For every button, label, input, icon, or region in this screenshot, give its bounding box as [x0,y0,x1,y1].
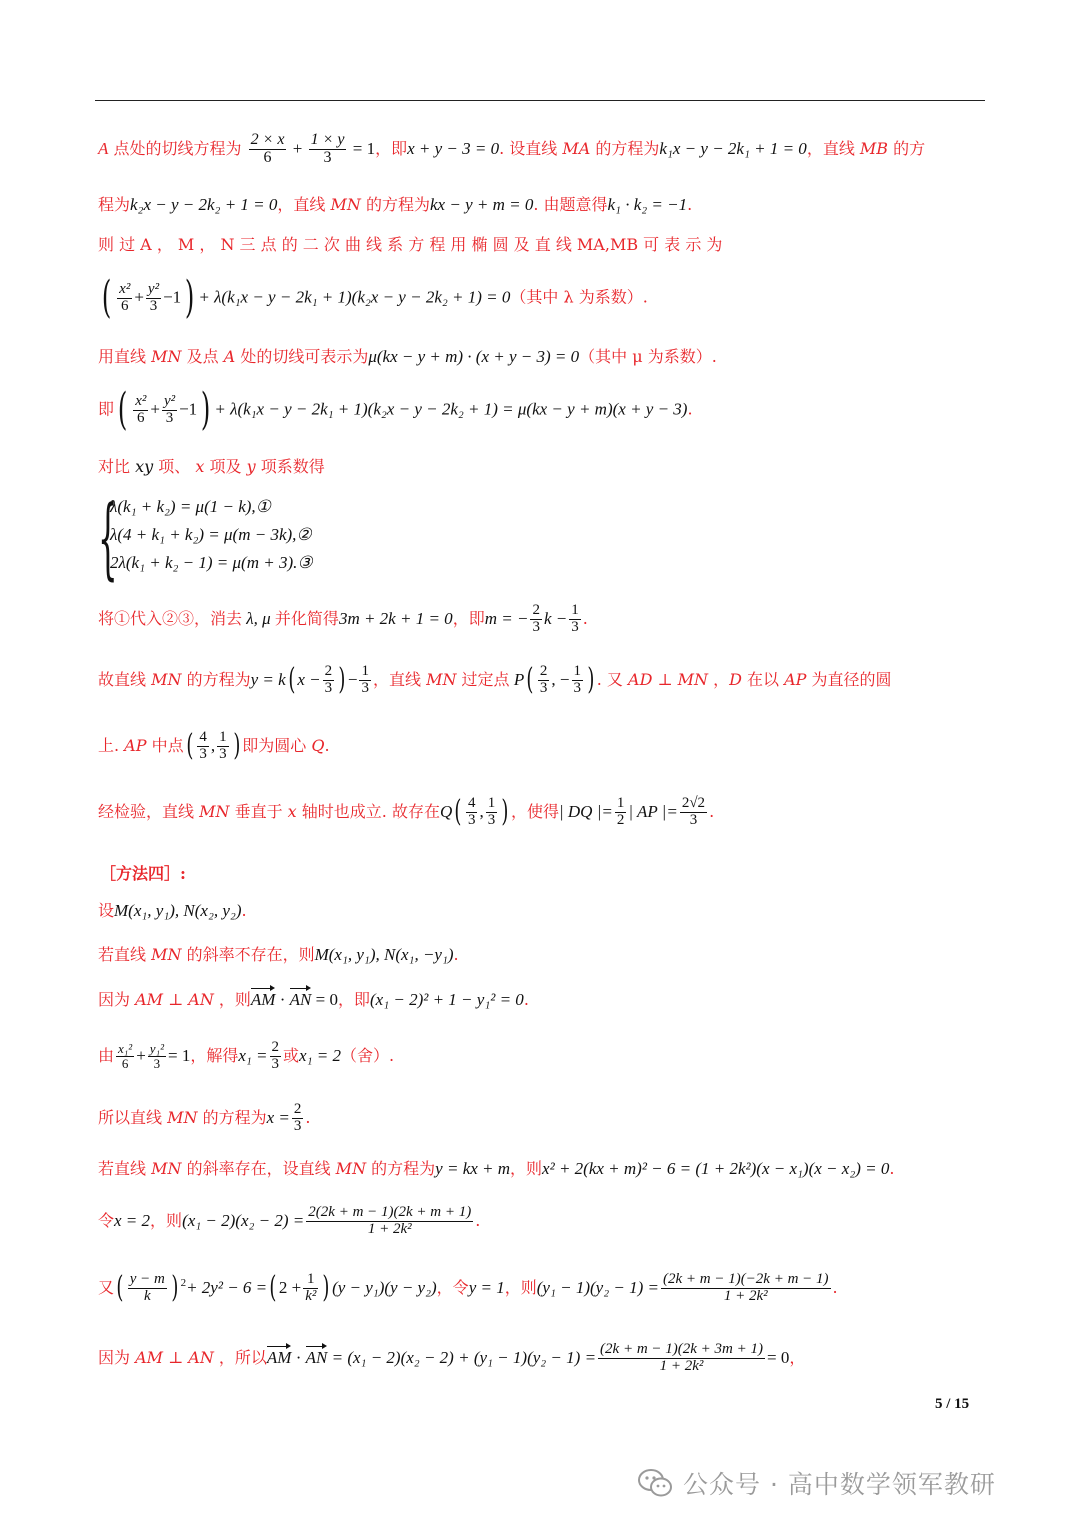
line-dot-product-zero: 因为 AM ⊥ AN ，所以AM · AN = (x₁ − 2)(x₂ − 2) + (y₁ − 1)(y₂ − 1) = $\frac{(2k + m - 1)(2k + 3m + 1)}{\text{1 + 2k²}}$ = 0， [98,1341,806,1374]
line-line-equations: 程为k₂x − y − 2k₂ + 1 = 0，直线 MN 的方程为kx − y + m = 0. 由题意得k₁ · k₂ = −1. [98,195,693,214]
system-equation-2: λ(4 + k₁ + k₂) = μ(m − 3k),② [110,525,312,544]
line-vertical-mn: 所以直线 MN 的方程为x = $\frac{2}{3}$ . [98,1101,311,1134]
watermark-text: 公众号 · 高中数学领军教研 [683,1470,996,1499]
line-tangent-combination: 用直线 MN 及点 A 处的切线可表示为μ(kx − y + m) · (x + y − 3) = 0（其中 μ 为系数）. [98,347,717,366]
line-set-y-1: 又( $\frac{y - m}{k}$ ) $^2$+ 2y² − 6 =( 2 + $\frac{1}{\text{k²}}$ ) (y − y₁)(y − y₂)，令y = 1，则(y₁ − 1)(y₂ − 1) = $\frac{(2k + m - 1)(-2k + m - 1)}{\text{1 + 2k²}}$ . [98,1270,838,1306]
line-curve-system-formula: ( $\frac{\text{x²}}{6}$ + $\frac{\text{y²}}{3}$ −1) + λ(k₁x − y − 2k₁ + 1)(k₂x − y − 2k₂ + 1) = 0（其中 λ 为系数）. [101,272,648,323]
line-tangent-equation: A 点处的切线方程为 $\frac{2 \times x}{6}$ + $\frac{1 \times y}{3}$ = 1，即x + y − 3 = 0. 设直线 MA 的方程为k₁x − y − 2k₁ + 1 = 0，直线 MB 的方 [98,131,926,166]
line-set-x-2: 令x = 2，则(x₁ − 2)(x₂ − 2) = $\frac{2(2k + m - 1)(2k + m + 1)}{\text{1 + 2k²}}$ . [98,1204,481,1237]
line-perpendicular-condition: 因为 AM ⊥ AN ，则AM · AN = 0，即(x₁ − 2)² + 1 − y₁² = 0. [98,990,529,1009]
equation-system: { λ(k₁ + k₂) = μ(1 − k),① λ(4 + k₁ + k₂) = μ(m − 3k),② 2λ(k₁ + k₂ − 1) = μ(m + 3).③ [98,486,313,589]
wechat-icon [637,1468,673,1498]
line-verification: 经检验，直线 MN 垂直于 x 轴时也成立. 故存在Q( $\frac{4}{3}$ , $\frac{1}{3}$ ) ，使得| DQ |= $\frac{1}{2}$ | AP |= $\frac{2√2}{3}$ . [98,794,715,830]
header-rule [95,100,985,101]
line-slope-exists: 若直线 MN 的斜率存在，设直线 MN 的方程为y = kx + m，则x² + 2(kx + m)² − 6 = (1 + 2k²)(x − x₁)(x − x₂) = 0. [98,1159,895,1178]
line-solve-x1: 由 $\frac{\text{x₁²}}{6}$ + $\frac{\text{y₁²}}{3}$ = 1，解得x₁ = $\frac{2}{3}$ 或x₁ = 2（舍）. [98,1039,395,1072]
line-circle-center: 上. AP 中点( $\frac{4}{3}$ , $\frac{1}{3}$ ) 即为圆心 Q. [98,728,330,764]
system-equation-1: λ(k₁ + k₂) = μ(1 − k),① [110,497,271,516]
watermark [637,1462,996,1504]
line-identity: 即( $\frac{\text{x²}}{6}$ + $\frac{\text{y²}}{3}$ −1) + λ(k₁x − y − 2k₁ + 1)(k₂x − y − 2k₂ + 1) = μ(kx − y + m)(x + y − 3). [98,384,693,435]
line-compare-coefficients: 对比 xy 项、 x 项及 y 项系数得 [98,457,325,476]
line-curve-system-intro: 则 过 A ， M ， N 三 点 的 二 次 曲 线 系 方 程 用 椭 圆 及 直 线 MA,MB 可 表 示 为 [98,235,723,254]
method-four-heading: ［方法四］: [100,864,186,883]
line-set-points: 设M(x₁, y₁), N(x₂, y₂). [98,901,247,920]
line-substitute: 将①代入②③，消去 λ, μ 并化简得3m + 2k + 1 = 0，即m = − $\frac{2}{3}$ k − $\frac{1}{3}$ . [98,602,588,635]
line-fixed-point: 故直线 MN 的方程为y = k( x − $\frac{2}{3}$ ) − $\frac{1}{3}$ ，直线 MN 过定点 P( $\frac{2}{3}$ , − $\frac{1}{3}$ ) . 又 AD ⊥ MN ，D 在以 AP 为直径的圆 [98,662,892,698]
line-no-slope-case: 若直线 MN 的斜率不存在，则M(x₁, y₁), N(x₁, −y₁). [98,945,459,964]
page-number: 5 / 15 [935,1396,970,1412]
system-equation-3: 2λ(k₁ + k₂ − 1) = μ(m + 3).③ [110,553,313,572]
